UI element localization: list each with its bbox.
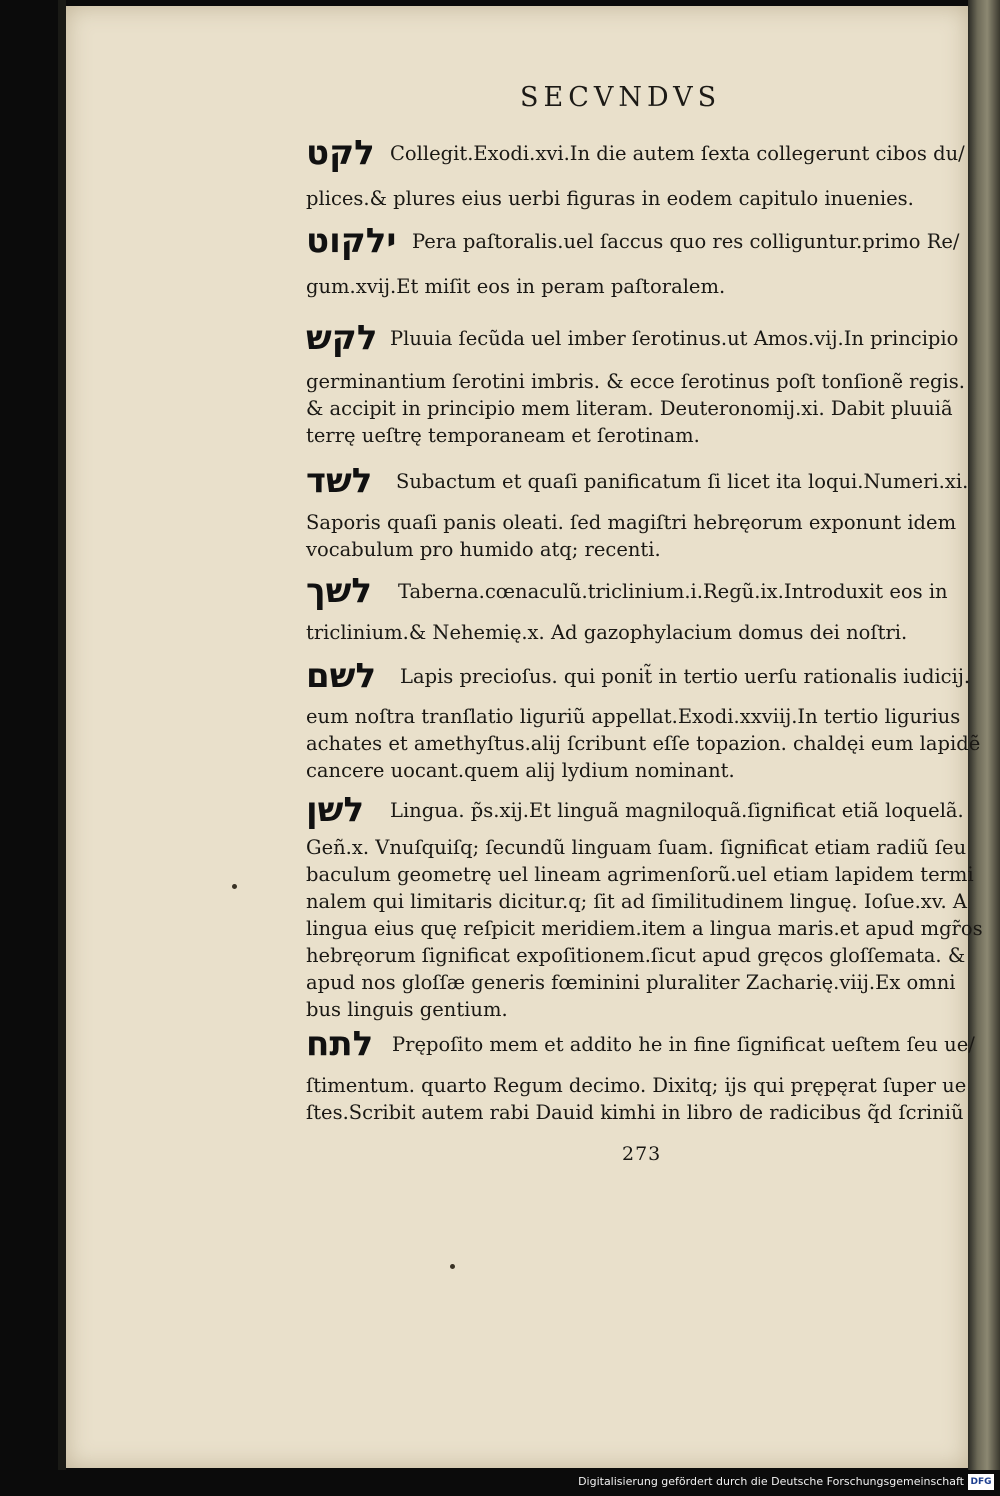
hebrew-headword: לתח [306, 1024, 374, 1064]
entry-body [306, 703, 980, 784]
scan-left-edge [58, 0, 66, 1470]
entry-line: cancere uocant.quem alij lydium nominant. [306, 759, 735, 782]
entry-first-line: Collegit.Exodi.xvi.In die autem ſexta collegerunt cibos du/ [390, 142, 965, 165]
entry-line: ſtimentum. quarto Regum decimo. Dixitq; ijs qui prępęrat ſuper ue [306, 1074, 967, 1097]
entry-line: hebręorum ſignificat expoſitionem.ſicut apud gręcos gloſſemata. & [306, 944, 966, 967]
entry-line: Saporis quaſi panis oleati. ſed magiſtri hebręorum exponunt idem [306, 511, 957, 534]
entry-first-line: Pluuia ſecũda uel imber ſerotinus.ut Amos.vij.In principio [390, 327, 959, 350]
entry-line: plices.& plures eius uerbi figuras in eodem capitulo inuenies. [306, 187, 914, 210]
entry-first-line: Lapis precioſus. qui ponit̃ in tertio uerſu rationalis iudicij. [400, 665, 971, 688]
entry-body [306, 368, 965, 449]
entry-line: eum noſtra tranſlatio liguriũ appellat.Exodi.xxviij.In tertio ligurius [306, 705, 961, 728]
funding-note: Digitalisierung gefördert durch die Deutsche Forschungsgemeinschaft [578, 1475, 964, 1488]
entry-line: vocabulum pro humido atq; recenti. [306, 538, 661, 561]
entry-line: baculum geometrę uel lineam agrimenſorũ.uel etiam lapidem termi [306, 863, 974, 886]
entry-body [306, 273, 725, 300]
entry-line: & accipit in principio mem literam. Deuteronomij.xi. Dabit pluuiã [306, 397, 953, 420]
hebrew-headword: לשן [306, 790, 365, 830]
entry-body [306, 185, 914, 212]
hebrew-headword: לשם [306, 656, 377, 696]
entry-body [306, 834, 983, 1050]
paper-speck [450, 1264, 455, 1269]
hebrew-headword: ילקוט [306, 221, 397, 261]
hebrew-headword: לשך [306, 571, 372, 611]
entry-line: Geñ.x. Vnuſquiſq; ſecundũ linguam ſuam. ſignificat etiam radiũ ſeu [306, 836, 967, 859]
footer-bar [0, 1470, 1000, 1496]
folio-number: 273 [622, 1143, 662, 1165]
entry-line: triclinium.& Nehemię.x. Ad gazophylacium domus dei noſtri. [306, 621, 908, 644]
entry-line: ſtes.Scribit autem rabi Dauid kimhi in libro de radicibus q̃d ſcriniũ [306, 1101, 964, 1124]
entry-line: germinantium ſerotini imbris. & ecce ſerotinus poſt tonſionẽ regis. [306, 370, 965, 393]
hebrew-headword: לקט [306, 133, 375, 173]
entry-line: gum.xvij.Et miſit eos in peram paſtoralem. [306, 275, 726, 298]
entry-first-line: Lingua. p̃s.xij.Et linguã magniloquã.ſignificat etiã loquelã. [390, 799, 964, 822]
running-head: SECVNDVS [520, 82, 722, 113]
entry-first-line: Subactum et quaſi panificatum ſi licet ita loqui.Numeri.xi. [396, 470, 969, 493]
entry-first-line: Pera paſtoralis.uel ſaccus quo res colliguntur.primo Re/ [412, 230, 960, 253]
entry-line: achates et amethyſtus.alij ſcribunt eſſe topazion. chaldęi eum lapidẽ [306, 732, 981, 755]
entry-line: apud nos gloſſæ generis fœminini pluraliter Zacharię.viij.Ex omni [306, 971, 956, 994]
entry-first-line: Prępoſito mem et addito he in fine ſignificat ueſtem ſeu ue/ [392, 1033, 975, 1056]
entry-body [306, 1072, 966, 1126]
hebrew-headword: לקש [306, 318, 378, 358]
entry-line: bus linguis gentium. [306, 998, 508, 1021]
paper-speck [232, 884, 237, 889]
entry-line: nalem qui limitaris dicitur.q; ſit ad ſimilitudinem linguę. Ioſue.xv. A [306, 890, 967, 913]
hebrew-headword: לשד [306, 461, 373, 501]
entry-first-line: Taberna.cœnaculũ.triclinium.i.Regũ.ix.Introduxit eos in [398, 580, 948, 603]
entry-line: lingua eius quę reſpicit meridiem.item a lingua maris.et apud mgr̃os [306, 917, 983, 940]
entry-body [306, 509, 956, 563]
entry-body [306, 619, 907, 646]
dfg-logo: DFG [968, 1474, 994, 1490]
entry-line: terrę ueſtrę temporaneam et ſerotinam. [306, 424, 700, 447]
